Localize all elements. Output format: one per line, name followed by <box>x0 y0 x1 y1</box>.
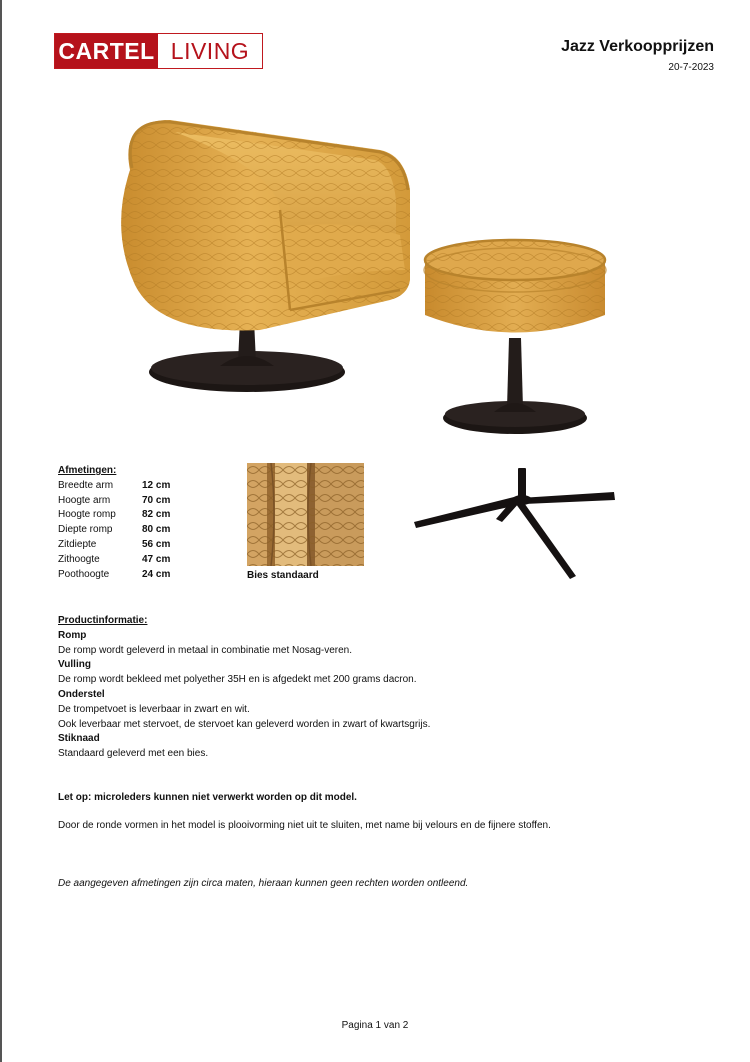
ottoman <box>424 240 606 333</box>
dimension-label: Breedte arm <box>58 479 114 491</box>
onderstel-heading: Onderstel <box>58 688 105 700</box>
cartel-living-logo <box>54 33 263 69</box>
page-edge <box>0 0 2 1062</box>
dimension-value: 80 cm <box>142 524 171 536</box>
fabric-piping-swatch-photo <box>247 463 364 566</box>
onderstel-text-1: De trompetvoet is leverbaar in zwart en wit. <box>58 703 250 715</box>
dimension-row <box>58 552 170 567</box>
armchair <box>121 120 410 330</box>
dimension-row <box>58 567 170 582</box>
document-date: 20-7-2023 <box>668 62 714 73</box>
dimension-label: Diepte romp <box>58 524 113 536</box>
star-base-photo <box>410 462 620 580</box>
dimension-value: 82 cm <box>142 509 171 521</box>
dimension-row <box>58 493 170 508</box>
dimensions-table <box>58 465 170 582</box>
dimension-value: 24 cm <box>142 568 171 580</box>
product-photo-chair-and-ottoman <box>100 110 620 440</box>
dimension-label: Zithoogte <box>58 553 100 565</box>
dimension-row <box>58 508 170 523</box>
product-information <box>58 614 698 762</box>
dimension-value: 70 cm <box>142 494 171 506</box>
dimension-label: Hoogte arm <box>58 494 111 506</box>
disclaimer-text: De aangegeven afmetingen zijn circa maten, hieraan kunnen geen rechten worden ontleend. <box>58 878 469 889</box>
stiknaad-text: Standaard geleverd met een bies. <box>58 748 209 760</box>
stiknaad-heading: Stiknaad <box>58 733 100 745</box>
dimension-value: 56 cm <box>142 539 171 551</box>
dimensions-title: Afmetingen: <box>58 465 117 476</box>
ottoman-trumpet-base <box>443 338 587 434</box>
dimension-row <box>58 478 170 493</box>
chair-trumpet-base <box>149 320 345 392</box>
dimension-label: Zitdiepte <box>58 539 97 551</box>
dimension-label: Hoogte romp <box>58 509 116 521</box>
dimension-row <box>58 537 170 552</box>
vulling-text: De romp wordt bekleed met polyether 35H en is afgedekt met 200 grams dacron. <box>58 674 417 686</box>
vulling-heading: Vulling <box>58 659 91 671</box>
fabric-caption: Bies standaard <box>247 570 319 581</box>
logo-cartel-text: CARTEL <box>55 34 158 68</box>
romp-text: De romp wordt geleverd in metaal in combinatie met Nosag-veren. <box>58 644 353 656</box>
page-footer: Pagina 1 van 2 <box>341 1020 409 1031</box>
dimension-value: 47 cm <box>142 553 171 565</box>
dimension-label: Poothoogte <box>58 568 110 580</box>
product-info-title: Productinformatie: <box>58 615 148 626</box>
warning-text: Let op: microleders kunnen niet verwerkt worden op dit model. <box>58 792 357 803</box>
logo-living-text: LIVING <box>170 37 250 64</box>
note-text: Door de ronde vormen in het model is plooivorming niet uit te sluiten, met name bij velours en de fijnere stoffen. <box>58 820 551 831</box>
romp-heading: Romp <box>58 629 87 641</box>
dimension-row <box>58 522 170 537</box>
document-title: Jazz Verkoopprijzen <box>561 38 714 55</box>
dimension-value: 12 cm <box>142 479 171 491</box>
onderstel-text-2: Ook leverbaar met stervoet, de stervoet kan geleverd worden in zwart of kwartsgrijs. <box>58 718 431 730</box>
